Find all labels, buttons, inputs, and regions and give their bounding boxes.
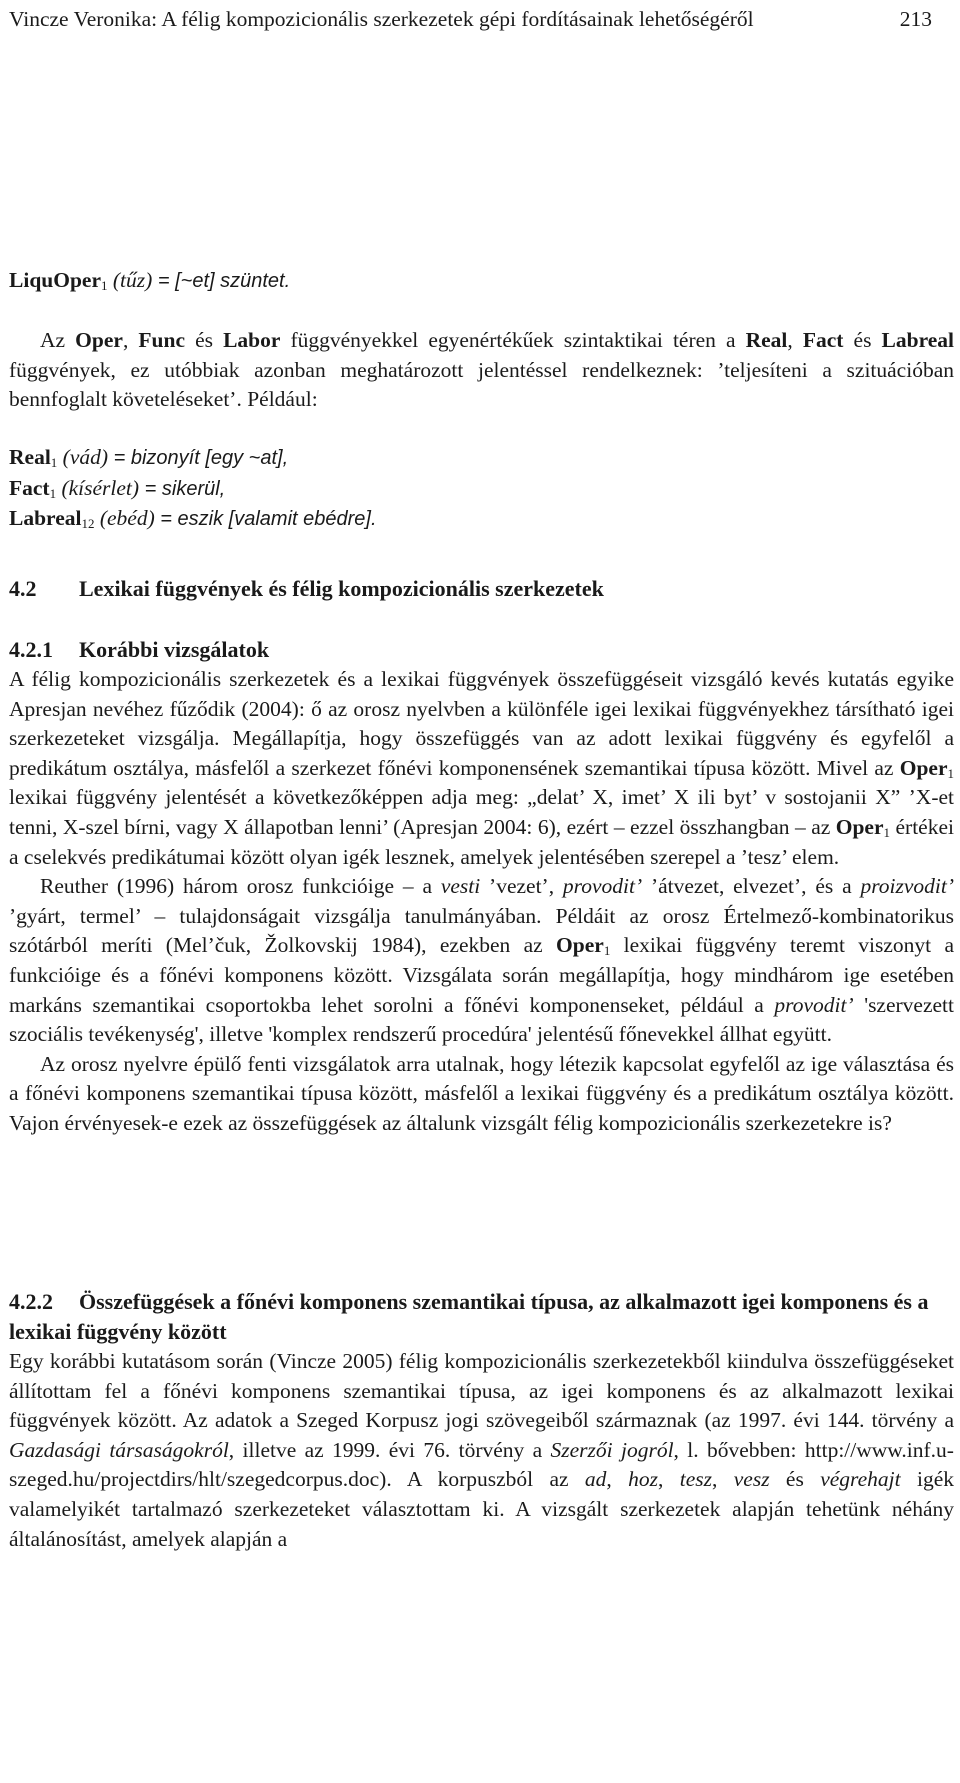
running-header	[9, 4, 954, 34]
liquoper-example	[9, 266, 954, 297]
section-4-2-2-body	[9, 1347, 954, 1554]
section-heading-4-2: 4.2 Lexikai függvények és félig kompozicionális szerkezetek	[9, 576, 604, 601]
section-heading-4-2-2: 4.2.2 Összefüggések a főnévi komponens szemantikai típusa, az alkalmazott igei komponens és a lexikai függvény között	[9, 1289, 929, 1344]
term-oper: Oper	[75, 328, 123, 352]
paragraph-summary: Az orosz nyelvre épülő fenti vizsgálatok arra utalnak, hogy létezik kapcsolat egyfelől az ige választása és a főnévi komponens szemantikai típusa között, másfelől a lexikai függvény és a predikátum osztálya között. Vajon érvényesek-e ezek az összefüggések az általunk vizsgált félig kompozicionális szerkezetekre is?	[9, 1051, 954, 1135]
paragraph-reuther: Reuther (1996) három orosz funkcióige – a vesti ’vezet’, provodit’ ’átvezet, elvezet’, és a proizvodit’ ’gyárt, termel’ – tulajdonságait vizsgálja tanulmányában. Példáit az orosz Értelmező-kombinatorikus szótárból meríti (Mel’čuk, Žolkovskij 1984), ezekben az Oper$_1$ lexikai függvény teremt viszonyt a funkcióige és a főnévi komponens között. Vizsgálata során megállapítja, hogy mindhárom ige esetében markáns szemantikai csoportokba lehet sorolni a főnévi komponenseket, például a provodit’ 'szervezett szociális tevékenység', illetve 'komplex rendszerű procedúra' jelentésű főnevekkel állhat együtt.	[9, 874, 955, 1047]
function-subscript: 1	[101, 278, 108, 293]
term-fact: Fact	[802, 328, 844, 352]
example-item: Labreal$_{12}$ (ebéd) = eszik [valamit ebédre].	[9, 506, 377, 532]
page-number: 213	[899, 7, 932, 31]
term-labor: Labor	[223, 328, 281, 352]
paragraph-real-fact-labreal: Az Oper, Func és Labor függvényekkel egyenértékűek szintaktikai téren a Real, Fact és Labreal függvények, ez utóbbiak azonban meghatározott jelentéssel rendelkeznek: ’teljesíteni a szituációban bennfoglalt követeléseket’. Például:	[9, 328, 954, 412]
section-heading-4-2-1: 4.2.1 Korábbi vizsgálatok	[9, 637, 270, 662]
paragraph-apresjan: A félig kompozicionális szerkezetek és a lexikai függvények összefüggéseit vizsgáló kevés kutatás egyike Apresjan nevéhez fűződik (2004): ő az orosz nyelvben a különféle igei lexikai függvényekhez társítható igei szerkezeteket vizsgálja. Megállapítja, hogy összefüggés van az adott lexikai függvény és egyfelől a predikátum osztálya, másfelől a szerkezet főnévi komponensének szemantikai típusa között. Mivel az Oper$_1$ lexikai függvény jelentését a következőképpen adja meg: „delat’ X, imet’ X ili byt’ v sostojanii X” ’X-et tenni, X-szel bírni, vagy X állapotban lenni’ (Apresjan 2004: 6), ezért – ezzel összhangban – az Oper$_1$ értékei a cselekvés predikátumai között olyan igék lesznek, amelyek jelentésében szerepel a ’tesz’ elem.	[9, 667, 954, 869]
example-item: Real$_1$ (vád) = bizonyít [egy ~at],	[9, 445, 289, 470]
term-labreal: Labreal	[881, 328, 954, 352]
function-value: = [~et] szüntet.	[152, 270, 291, 292]
paragraph-corpus: Egy korábbi kutatásom során (Vincze 2005) félig kompozicionális szerkezetekből kiindulva összefüggéseket állítottam fel a főnévi komponens szemantikai típusa, az igei komponens és az alkalmazott lexikai függvények között. Az adatok a Szeged Korpusz jogi szövegeiből származnak (az 1997. évi 144. törvény a Gazdasági társaságokról, illetve az 1999. évi 76. törvény a Szerzői jogról, l. bővebben: http://www.inf.u-szeged.hu/projectdirs/hlt/szegedcorpus.doc). A korpuszból az ad, hoz, tesz, vesz és végrehajt igék valamelyikét tartalmazó szerkezeteket választottam ki. A vizsgált szerkezetek alapján tehetünk néhány általánosítást, amelyek alapján a	[9, 1349, 954, 1551]
function-name: LiquOper	[9, 268, 101, 292]
term-func: Func	[138, 328, 185, 352]
running-title: Vincze Veronika: A félig kompozicionális szerkezetek gépi fordításainak lehetőségéről	[9, 7, 754, 31]
section-4-2-1-body	[9, 665, 954, 1139]
example-item: Fact$_1$ (kísérlet) = sikerül,	[9, 475, 226, 501]
term-real: Real	[745, 328, 788, 352]
function-argument: (tűz)	[112, 268, 153, 292]
example-list	[9, 443, 954, 535]
